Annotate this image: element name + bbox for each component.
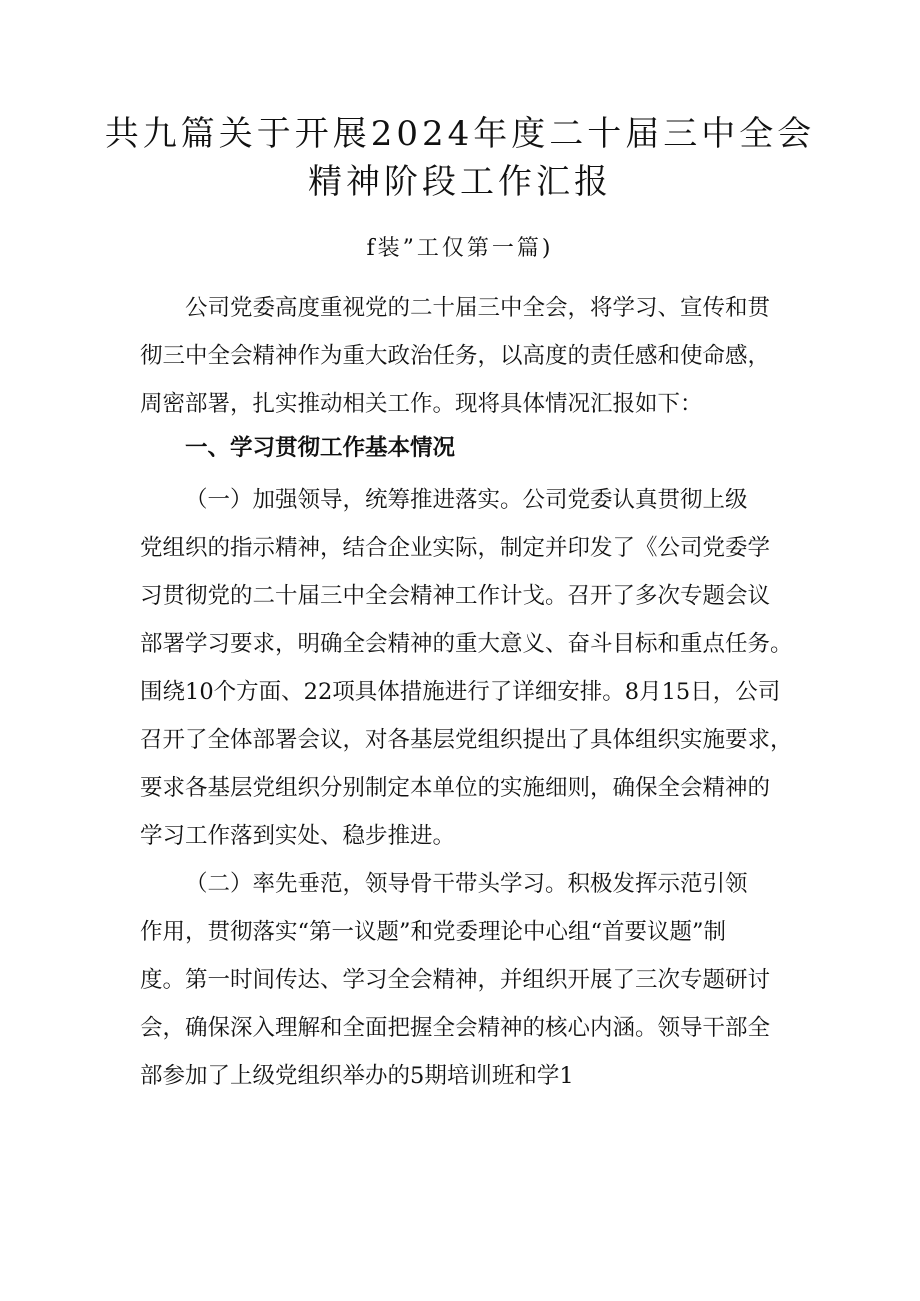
paragraph-line: 会，确保深入理解和全面把握全会精神的核心内涵。领导干部全	[140, 1015, 771, 1041]
paragraph-line: 党组织的指示精神，结合企业实际，制定并印发了《公司党委学	[140, 535, 771, 561]
document-subtitle: f装”工仅第一篇)	[366, 236, 554, 261]
paragraph-leadership	[140, 476, 800, 860]
paragraph-line: 部参加了上级党组织举办的5期培训班和学1	[140, 1063, 574, 1089]
paragraph-line: 要求各基层党组织分别制定本单位的实施细则，确保全会精神的	[140, 775, 771, 801]
paragraph-line: 彻三中全会精神作为重大政治任务，以高度的责任感和使命感，	[140, 343, 771, 369]
paragraph-line: 作用，贯彻落实“第一议题”和党委理论中心组“首要议题”制	[140, 919, 727, 945]
paragraph-line: （一）加强领导，统筹推进落实。公司党委认真贯彻上级	[185, 487, 748, 513]
paragraph-line: 度。第一时间传达、学习全会精神，并组织开展了三次专题研讨	[140, 967, 771, 993]
paragraph-line: 学习工作落到实处、稳步推进。	[140, 823, 456, 849]
paragraph-line: 周密部署，扎实推动相关工作。现将具体情况汇报如下：	[140, 391, 703, 417]
paragraph-example	[140, 860, 800, 1100]
document-title-line-1: 共九篇关于开展2024年度二十届三中全会	[104, 114, 816, 154]
paragraph-line: 召开了全体部署会议，对各基层党组织提出了具体组织实施要求，	[140, 727, 793, 753]
paragraph-line: 公司党委高度重视党的二十届三中全会，将学习、宣传和贯	[185, 295, 771, 321]
document-title-line-2: 精神阶段工作汇报	[308, 162, 612, 202]
paragraph-line: 围绕10个方面、22项具体措施进行了详细安排。8月15日，公司	[140, 679, 781, 705]
paragraph-line: （二）率先垂范，领导骨干带头学习。积极发挥示范引领	[185, 871, 748, 897]
paragraph-intro	[140, 284, 800, 428]
section-heading-1: 一、学习贯彻工作基本情况	[185, 435, 456, 461]
paragraph-line: 部署学习要求，明确全会精神的重大意义、奋斗目标和重点任务。	[140, 631, 793, 657]
paragraph-line: 习贯彻党的二十届三中全会精神工作计戈。召开了多次专题会议	[140, 583, 771, 609]
